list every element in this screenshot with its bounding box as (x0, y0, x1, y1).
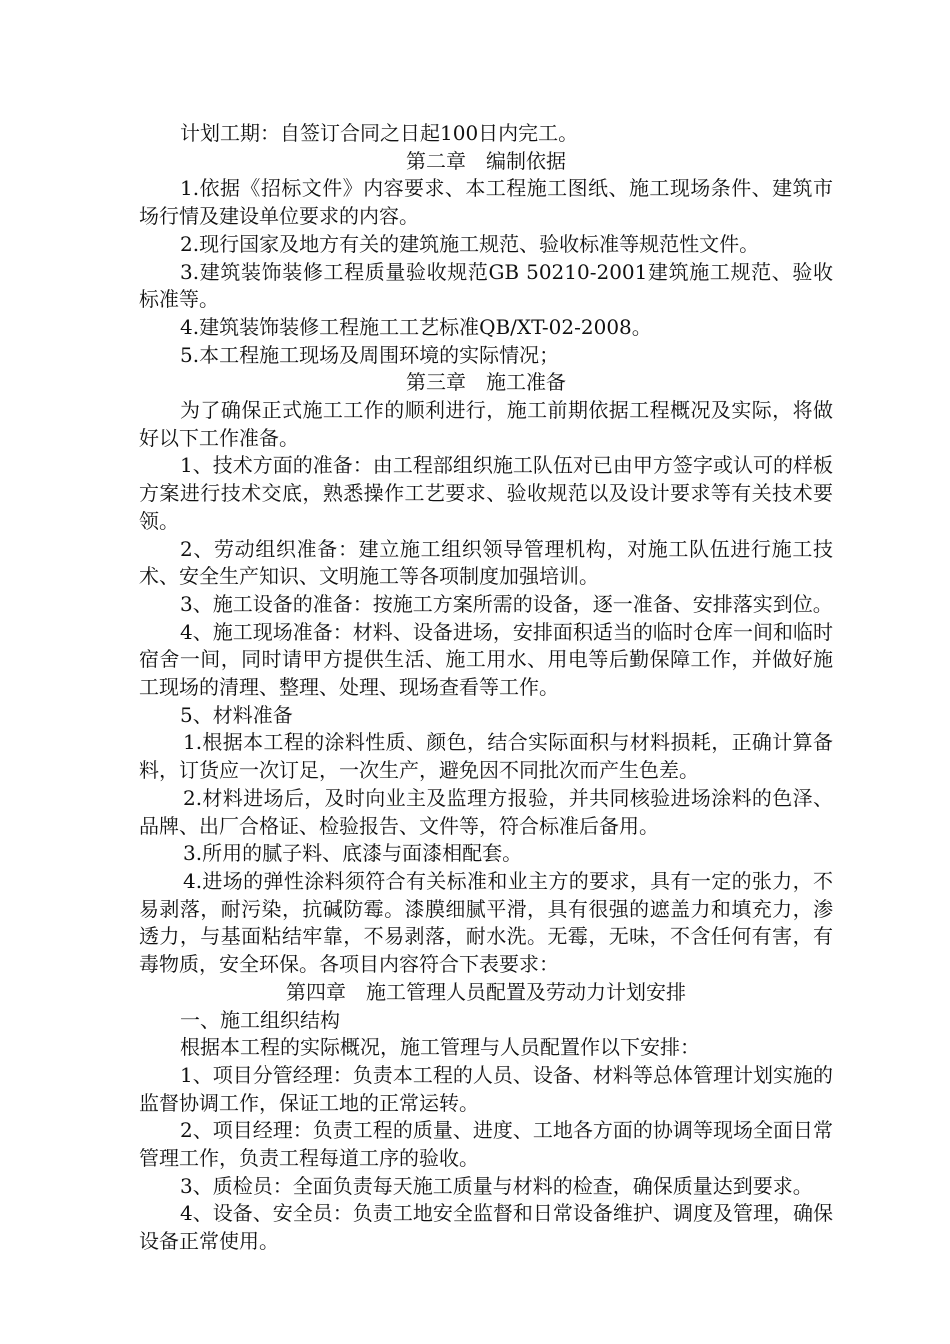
chapter-heading: 第三章 施工准备 (406, 370, 566, 395)
document-page (139, 120, 833, 1256)
paragraph: 5、材料准备 (180, 702, 293, 727)
paragraph: 4、设备、安全员：负责工地安全监督和日常设备维护、调度及管理，确保设备正常使用。 (139, 1201, 833, 1254)
paragraph: 2.材料进场后，及时向业主及监理方报验，并共同核验进场涂料的色泽、品牌、出厂合格证、检验报告、文件等，符合标准后备用。 (139, 785, 833, 838)
paragraph: 根据本工程的实际概况，施工管理与人员配置作以下安排： (180, 1035, 700, 1060)
paragraph: 3、质检员：全面负责每天施工质量与材料的检查，确保质量达到要求。 (180, 1173, 813, 1198)
paragraph: 2.现行国家及地方有关的建筑施工规范、验收标准等规范性文件。 (180, 231, 760, 256)
paragraph: 3、施工设备的准备：按施工方案所需的设备，逐一准备、安排落实到位。 (180, 591, 833, 616)
paragraph: 3.建筑装饰装修工程质量验收规范GB 50210-2001建筑施工规范、验收标准等。 (139, 259, 833, 312)
paragraph: 1.依据《招标文件》内容要求、本工程施工图纸、施工现场条件、建筑市场行情及建设单位要求的内容。 (139, 176, 833, 229)
paragraph: 4、施工现场准备：材料、设备进场，安排面积适当的临时仓库一间和临时宿舍一间，同时请甲方提供生活、施工用水、用电等后勤保障工作，并做好施工现场的清理、整理、处理、现场查看等工作。 (139, 619, 833, 700)
paragraph: 1、技术方面的准备：由工程部组织施工队伍对已由甲方签字或认可的样板方案进行技术交底，熟悉操作工艺要求、验收规范以及设计要求等有关技术要领。 (139, 453, 833, 533)
paragraph: 2、劳动组织准备：建立施工组织领导管理机构，对施工队伍进行施工技术、安全生产知识、文明施工等各项制度加强培训。 (139, 536, 833, 589)
paragraph: 2、项目经理：负责工程的质量、进度、工地各方面的协调等现场全面日常管理工作，负责工程每道工序的验收。 (139, 1118, 833, 1171)
paragraph: 1.根据本工程的涂料性质、颜色，结合实际面积与材料损耗，正确计算备料，订货应一次订足，一次生产，避免因不同批次而产生色差。 (139, 730, 833, 783)
chapter-heading: 第二章 编制依据 (406, 148, 566, 173)
paragraph: 4.进场的弹性涂料须符合有关标准和业主方的要求，具有一定的张力，不易剥落，耐污染，抗碱防霉。漆膜细腻平滑，具有很强的遮盖力和填充力，渗透力，与基面粘结牢靠，不易剥落，耐水洗。无霉，无味，不含任何有害，有毒物质，安全环保。各项目内容符合下表要求： (139, 868, 833, 977)
paragraph: 5.本工程施工现场及周围环境的实际情况； (180, 342, 560, 367)
paragraph: 1、项目分管经理：负责本工程的人员、设备、材料等总体管理计划实施的监督协调工作，保证工地的正常运转。 (139, 1062, 833, 1115)
section-heading: 一、施工组织结构 (180, 1007, 340, 1032)
paragraph: 计划工期：自签订合同之日起100日内完工。 (180, 121, 579, 145)
paragraph: 4.建筑装饰装修工程施工工艺标准QB/XT-02-2008。 (180, 314, 652, 339)
paragraph: 3.所用的腻子料、底漆与面漆相配套。 (183, 841, 523, 866)
paragraph: 为了确保正式施工工作的顺利进行，施工前期依据工程概况及实际，将做好以下工作准备。 (139, 398, 833, 450)
chapter-heading: 第四章 施工管理人员配置及劳动力计划安排 (286, 979, 686, 1004)
